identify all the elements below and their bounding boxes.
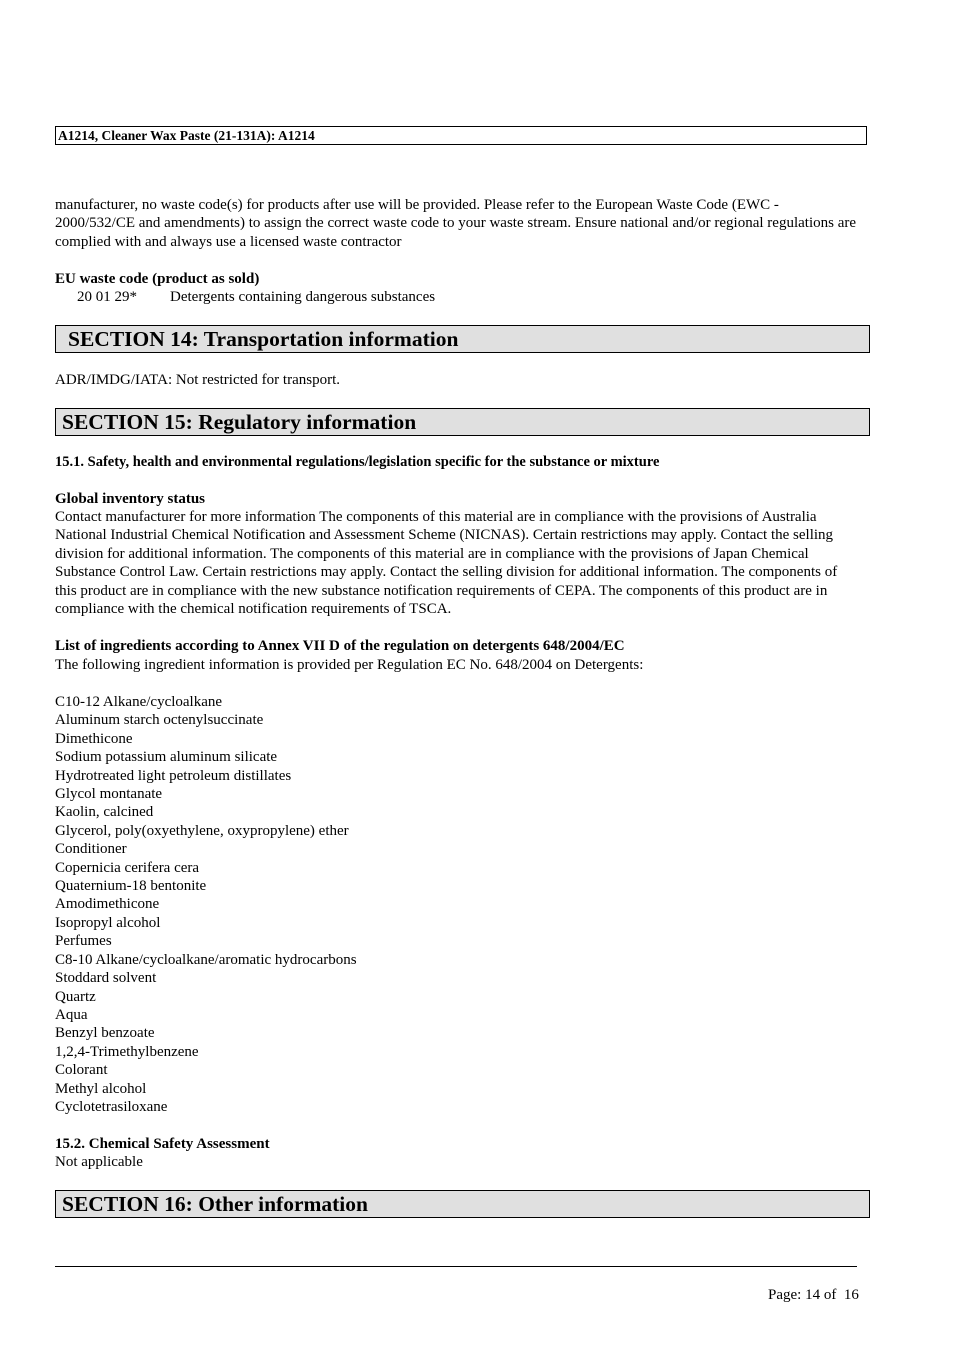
chemical-safety-text: Not applicable [55,1154,143,1170]
annex-text: The following ingredient information is provided per Regulation EC No. 648/2004 on Detergents: [55,657,644,673]
inventory-text: Contact manufacturer for more information The components of this material are in compliance with the provisions of Australia National Industrial Chemical Notification and Assessment Scheme (NICNAS). Certain restrictions may apply. Contact the selling division for additional information. The components of this material are in compliance with the provisions of Japan Chemical Substance Control Law. Certain restrictions may apply. Contact the selling division for additional information. The components of this product are in compliance with the new substance notification requirements of CEPA. The components of this product are in compliance with the chemical notification requirements of TSCA. [55,509,838,618]
ingredient-item: Conditioner [55,841,127,858]
ingredient-item: Stoddard solvent [55,970,157,987]
section-14-heading: SECTION 14: Transportation information [55,325,870,353]
ingredient-item: Dimethicone [55,730,133,747]
ingredient-item: Benzyl benzoate [55,1025,155,1042]
ingredient-item: Amodimethicone [55,896,160,913]
ingredient-item: Quartz [55,988,96,1005]
section-16-heading: SECTION 16: Other information [55,1190,870,1218]
section-15-heading: SECTION 15: Regulatory information [55,408,870,436]
subsection-15-2-heading: 15.2. Chemical Safety Assessment [55,1136,270,1152]
page-number: Page: 14 of 16 [768,1287,859,1303]
document-header: A1214, Cleaner Wax Paste (21-131A): A1214 [55,126,867,145]
eu-waste-code-heading: EU waste code (product as sold) [55,271,260,287]
ingredient-item: C8-10 Alkane/cycloalkane/aromatic hydrocarbons [55,951,357,968]
ingredient-item: Quaternium-18 bentonite [55,878,207,895]
waste-intro-text: manufacturer, no waste code(s) for products after use will be provided. Please refer to the European Waste Code (EWC - 2000/532/CE and amendments) to assign the correct waste code to your waste stream. Ensure national and/or regional regulations are complied with and always use a licensed waste contractor [55,197,857,250]
transport-text: ADR/IMDG/IATA: Not restricted for transport. [55,372,340,388]
ingredient-item: Aqua [55,1006,88,1023]
ingredient-item: Perfumes [55,933,112,950]
eu-waste-code: 20 01 29* [77,289,137,305]
ingredient-item: Glycol montanate [55,786,163,803]
ingredient-item: 1,2,4-Trimethylbenzene [55,1043,199,1060]
inventory-heading: Global inventory status [55,491,206,507]
eu-waste-description: Detergents containing dangerous substances [170,289,436,305]
ingredient-item: C10-12 Alkane/cycloalkane [55,694,223,710]
ingredient-item: Methyl alcohol [55,1080,147,1097]
ingredient-item: Hydrotreated light petroleum distillates [55,767,292,784]
subsection-15-1-heading: 15.1. Safety, health and environmental regulations/legislation specific for the substance or mixture [55,454,660,470]
ingredient-item: Glycerol, poly(oxyethylene, oxypropylene) ether [55,822,349,839]
ingredient-item: Isopropyl alcohol [55,914,161,931]
footer-divider [55,1266,857,1267]
annex-heading: List of ingredients according to Annex VII D of the regulation on detergents 648/2004/EC [55,638,625,654]
ingredient-item: Aluminum starch octenylsuccinate [55,712,264,729]
ingredient-item: Kaolin, calcined [55,804,154,821]
ingredient-item: Sodium potassium aluminum silicate [55,749,278,766]
ingredient-list [55,693,357,1116]
ingredient-item: Colorant [55,1062,108,1079]
ingredient-item: Copernicia cerifera cera [55,859,200,876]
eu-waste-code-row [77,288,435,306]
ingredient-item: Cyclotetrasiloxane [55,1098,168,1115]
